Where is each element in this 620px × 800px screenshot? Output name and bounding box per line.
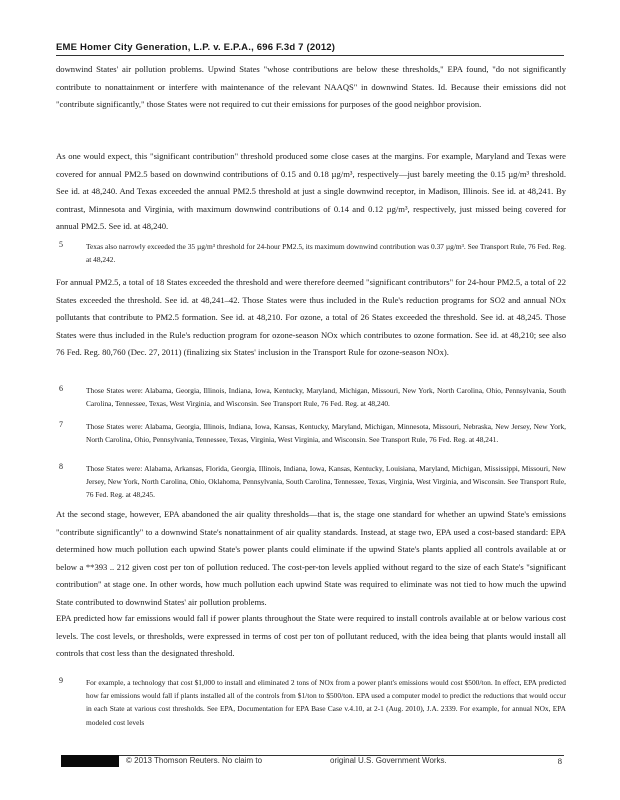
footnote-6: Those States were: Alabama, Georgia, Illinois, Indiana, Iowa, Kentucky, Maryland, Michigan, Missouri, New York, North Carolina, Ohio, Pennsylvania, South Carolina, Tennessee, Texas, West Virginia, and Wisconsin. See Transport Rule, 76 Fed. Reg. at 48,240. (86, 386, 566, 409)
running-header: EME Homer City Generation, L.P. v. E.P.A., 696 F.3d 7 (2012) (56, 42, 336, 53)
header-rule (56, 55, 564, 56)
paragraph-3: For annual PM2.5, a total of 18 States exceeded the threshold and were therefore deemed "significant contributors" for 24-hour PM2.5, a total of 22 States exceeded the threshold. See id. at 48,241–42. Those States were thus included in the Rule's reduction programs for SO2 and annual NOx pollutants that contribute to PM2.5 formation. See id. at 48,210. For ozone, a total of 26 States exceeded the threshold. See id. at 48,245. Those States were thus included in the Rule's reduction program for ozone-season NOx which contributes to ozone formation. See id. at 48,210; see also 76 Fed. Reg. 80,760 (Dec. 27, 2011) (finalizing six States' inclusion in the Transport Rule for ozone-season NOx). (56, 277, 566, 358)
footnote-9: For example, a technology that cost $1,000 to install and eliminated 2 tons of NOx from a power plant's emissions would cost $500/ton. In effect, EPA predicted how far emissions would fall if plants installed all of the controls from $1/ton to $500/ton. EPA used a computer model to predict the reductions that would occur in each State at various cost thresholds. See EPA, Documentation for EPA Base Case v.4.10, at 2-1 (Aug. 2010), J.A. 2339. For example, for annual NOx, EPA modeled cost levels (86, 678, 566, 727)
footnote-5: Texas also narrowly exceeded the 35 µg/m³ threshold for 24-hour PM2.5, its maximum downwind contribution was 0.37 µg/m³. See Transport Rule, 76 Fed. Reg. at 48,242. (86, 242, 566, 265)
footer-government-works: original U.S. Government Works. (330, 756, 447, 765)
footnote-8: Those States were: Alabama, Arkansas, Florida, Georgia, Illinois, Indiana, Iowa, Kansas, Kentucky, Louisiana, Maryland, Michigan, Mississippi, Missouri, New Jersey, New York, North Carolina, Ohio, Oklahoma, Pennsylvania, South Carolina, Tennessee, Texas, Virginia, West Virginia, and Wisconsin. See Transport Rule, 76 Fed. Reg. at 48,245. (86, 464, 566, 500)
footer-copyright: © 2013 Thomson Reuters. No claim to (126, 756, 263, 765)
footnote-8-number: 8 (59, 462, 63, 471)
footnote-5-number: 5 (59, 240, 63, 249)
paragraph-4: At the second stage, however, EPA abandoned the air quality thresholds—that is, the stage one standard for whether an upwind State's emissions "contribute significantly" to a downwind State's nonattainment of air quality standards. Instead, at stage two, EPA used a cost-based standard: EPA determined how much pollution each upwind State's power plants could eliminate if the upwind State's plants applied all controls available at or below a **393 .. 212 given cost per ton of pollution reduced. The cost-per-ton levels applied without regard to the size of each State's "significant contribution" at stage one. In other words, how much pollution each upwind State was required to eliminate was not tied to how much the upwind State contributed to downwind States' air pollution problems. (56, 509, 566, 607)
footnote-9-number: 9 (59, 676, 63, 685)
page-number: 8 (557, 756, 562, 766)
footnote-7-number: 7 (59, 420, 63, 429)
footnote-7: Those States were: Alabama, Georgia, Illinois, Indiana, Iowa, Kansas, Kentucky, Maryland, Michigan, Minnesota, Missouri, Nebraska, New Jersey, New York, North Carolina, Ohio, Pennsylvania, Tennessee, Texas, Virginia, West Virginia, and Wisconsin. See Transport Rule, 76 Fed. Reg. at 48,241. (86, 422, 566, 445)
paragraph-2: As one would expect, this "significant contribution" threshold produced some close cases at the margins. For example, Maryland and Texas were covered for annual PM2.5 based on downwind contributions of 0.15 and 0.18 µg/m³, respectively—just barely meeting the 0.15 µg/m³ threshold. See id. at 48,240. And Texas exceeded the annual PM2.5 threshold at just a single downwind receptor, in Madison, Illinois. See id. at 48,241. By contrast, Minnesota and Virginia, with maximum downwind contributions of 0.14 and 0.12 µg/m³, respectively, just missed being covered for annual PM2.5. See id. at 48,240. (56, 151, 566, 232)
paragraph-1: downwind States' air pollution problems. Upwind States "whose contributions are below these thresholds," EPA found, "do not significantly contribute to nonattainment or interfere with maintenance of the relevant NAAQS" in downwind States. Id. Because their emissions did not "contribute significantly," those States were not required to cut their emissions for purposes of the good neighbor provision. (56, 64, 566, 110)
paragraph-5: EPA predicted how far emissions would fall if power plants throughout the State were required to install controls available at or below various cost levels. The cost levels, or thresholds, were expressed in terms of cost per ton of pollutant reduced, with the idea being that plants would install all controls that cost less than the designated threshold. (56, 613, 566, 659)
redaction-bar (61, 755, 119, 767)
footnote-6-number: 6 (59, 384, 63, 393)
